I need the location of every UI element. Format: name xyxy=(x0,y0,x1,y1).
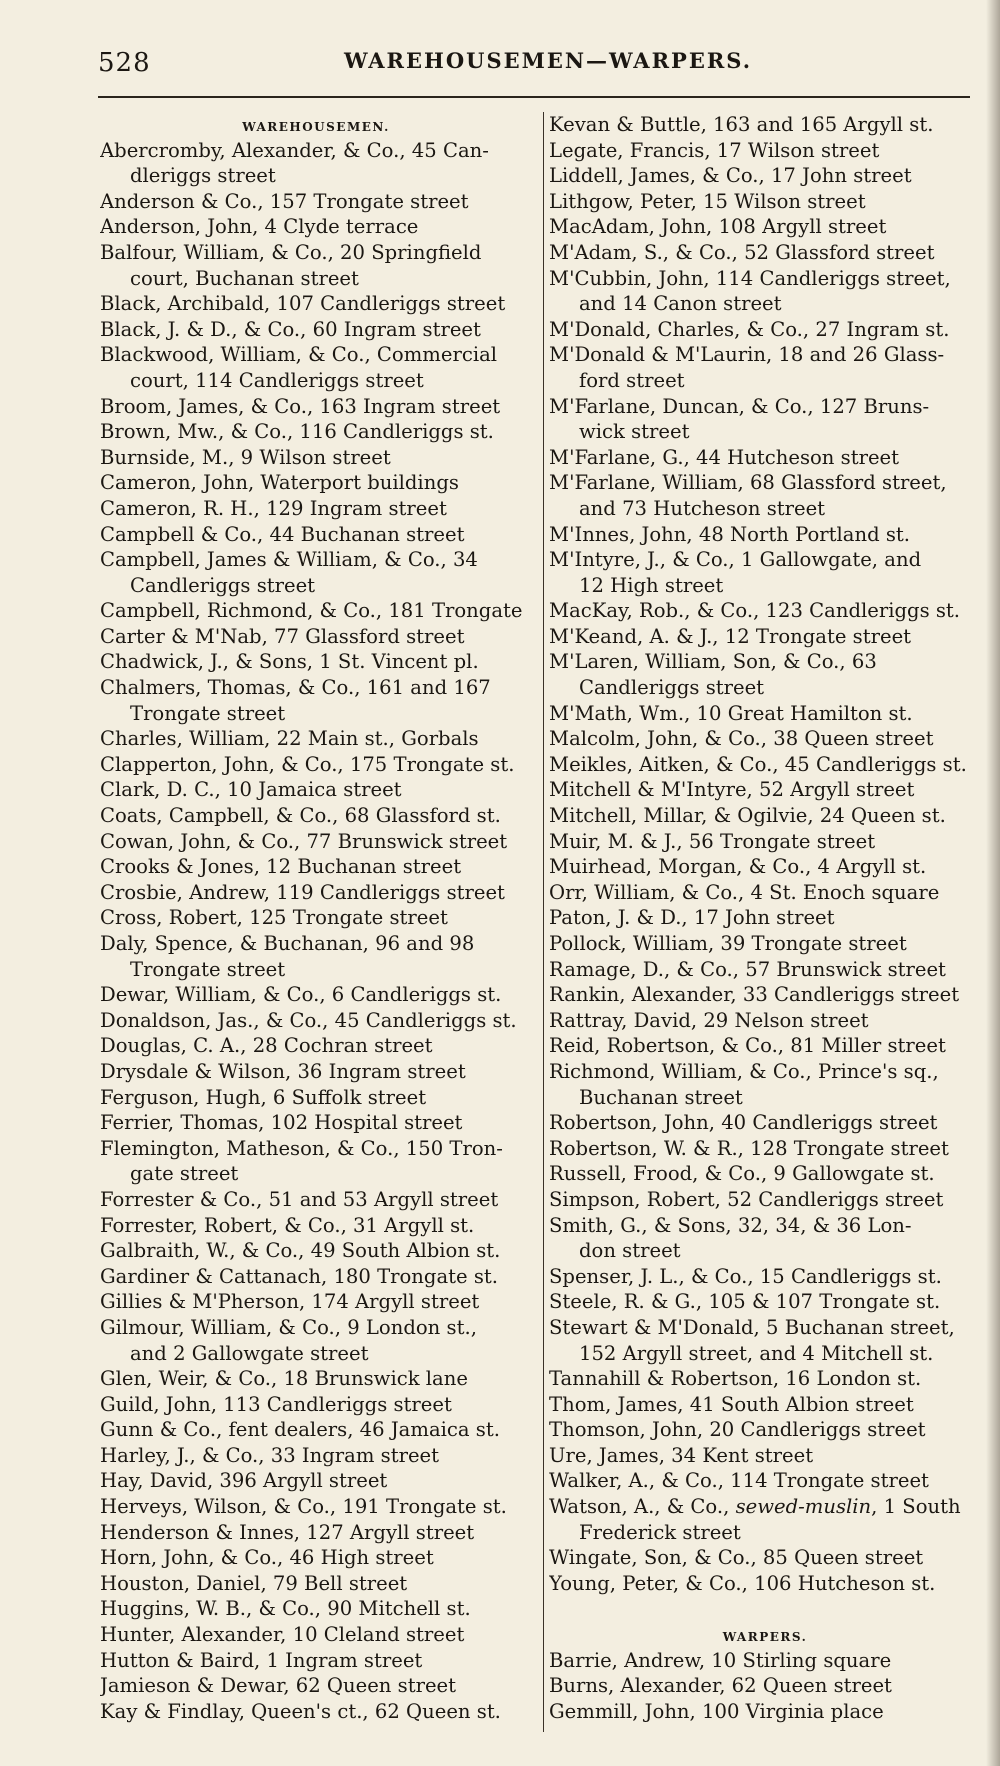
entry-line: Thomson, John, 20 Candleriggs street xyxy=(549,1418,926,1442)
entry-line: Watson, A., & Co., sewed-muslin, 1 South xyxy=(549,1495,961,1519)
directory-entry xyxy=(100,138,532,189)
directory-entry xyxy=(100,854,532,880)
directory-entry xyxy=(100,496,532,522)
entry-line: M'Cubbin, John, 114 Candleriggs street, xyxy=(549,266,951,290)
warpers-entries-list xyxy=(549,1648,981,1725)
entry-line: Anderson & Co., 157 Trongate street xyxy=(100,189,469,213)
directory-entry xyxy=(549,1648,981,1674)
page-number: 528 xyxy=(98,48,151,78)
directory-entry xyxy=(100,189,532,215)
directory-entry xyxy=(549,317,981,343)
directory-entry xyxy=(549,982,981,1008)
entry-line: M'Innes, John, 48 North Portland st. xyxy=(549,522,910,546)
entry-line: Huggins, W. B., & Co., 90 Mitchell st. xyxy=(100,1597,471,1621)
directory-entry xyxy=(100,1392,532,1418)
entry-line: Blackwood, William, & Co., Commercial xyxy=(100,343,498,367)
entry-line: Stewart & M'Donald, 5 Buchanan street, xyxy=(549,1315,955,1339)
directory-entry xyxy=(100,291,532,317)
directory-entry xyxy=(549,1494,981,1545)
entry-continuation-line: Trongate street xyxy=(130,701,286,725)
entry-line: Jamieson & Dewar, 62 Queen street xyxy=(100,1674,457,1698)
entry-line: Ferrier, Thomas, 102 Hospital street xyxy=(100,1111,463,1135)
entry-continuation-line: Buchanan street xyxy=(579,1085,743,1109)
entry-line: Russell, Frood, & Co., 9 Gallowgate st. xyxy=(549,1162,935,1186)
entry-line: Ferguson, Hugh, 6 Suffolk street xyxy=(100,1085,427,1109)
entry-line: Kevan & Buttle, 163 and 165 Argyll st. xyxy=(549,113,934,136)
directory-entry xyxy=(549,1059,981,1110)
entry-continuation-line: ford street xyxy=(579,368,685,392)
directory-entry xyxy=(549,1699,981,1725)
right-entries-list xyxy=(549,112,981,1596)
directory-entry xyxy=(549,1417,981,1443)
directory-entry xyxy=(549,112,981,138)
directory-entry xyxy=(549,777,981,803)
entry-line: Simpson, Robert, 52 Candleriggs street xyxy=(549,1187,944,1211)
directory-entry xyxy=(100,317,532,343)
directory-entry xyxy=(100,1417,532,1443)
entry-line: Gemmill, John, 100 Virginia place xyxy=(549,1699,884,1723)
directory-entry xyxy=(100,445,532,471)
entry-line: Daly, Spence, & Buchanan, 96 and 98 xyxy=(100,932,475,955)
directory-entry xyxy=(549,547,981,598)
entry-line: Douglas, C. A., 28 Cochran street xyxy=(100,1034,433,1058)
directory-entry xyxy=(100,675,532,726)
entry-line: Chadwick, J., & Sons, 1 St. Vincent pl. xyxy=(100,650,479,674)
directory-entry xyxy=(100,419,532,445)
directory-entry xyxy=(549,1571,981,1597)
directory-entry xyxy=(100,394,532,420)
entry-line: Anderson, John, 4 Clyde terrace xyxy=(100,215,419,239)
entry-line: Charles, William, 22 Main st., Gorbals xyxy=(100,727,479,751)
directory-entry xyxy=(100,1264,532,1290)
entry-line: Muirhead, Morgan, & Co., 4 Argyll st. xyxy=(549,855,927,879)
directory-entry xyxy=(100,1085,532,1111)
directory-entry xyxy=(100,1008,532,1034)
entry-line: Glen, Weir, & Co., 18 Brunswick lane xyxy=(100,1367,468,1391)
directory-entry xyxy=(549,598,981,624)
entry-line: Barrie, Andrew, 10 Stirling square xyxy=(549,1648,892,1672)
directory-entry xyxy=(549,1213,981,1264)
entry-line: M'Adam, S., & Co., 52 Glassford street xyxy=(549,240,935,264)
entry-line: Meikles, Aitken, & Co., 45 Candleriggs st. xyxy=(549,752,967,776)
entry-continuation-line: 152 Argyll street, and 4 Mitchell st. xyxy=(579,1341,934,1365)
directory-entry xyxy=(100,547,532,598)
directory-entry xyxy=(100,342,532,393)
entry-line: Robertson, John, 40 Candleriggs street xyxy=(549,1111,938,1135)
directory-entry xyxy=(100,752,532,778)
directory-entry xyxy=(549,905,981,931)
page-header xyxy=(98,42,978,82)
directory-entry xyxy=(549,470,981,521)
directory-entry xyxy=(549,138,981,164)
entry-line: M'Farlane, Duncan, & Co., 127 Bruns- xyxy=(549,394,930,418)
entry-line: Balfour, William, & Co., 20 Springfield xyxy=(100,240,482,264)
entry-line: Rankin, Alexander, 33 Candleriggs street xyxy=(549,983,960,1007)
entry-line: Burnside, M., 9 Wilson street xyxy=(100,445,391,469)
directory-entry xyxy=(100,1315,532,1366)
entry-line: Carter & M'Nab, 77 Glassford street xyxy=(100,624,465,648)
directory-entry xyxy=(549,649,981,700)
directory-entry xyxy=(100,777,532,803)
entry-line: M'Farlane, William, 68 Glassford street, xyxy=(549,471,947,495)
directory-entry xyxy=(549,957,981,983)
entry-continuation-line: don street xyxy=(579,1239,681,1263)
directory-entry xyxy=(549,240,981,266)
entry-line: Malcolm, John, & Co., 38 Queen street xyxy=(549,727,934,751)
entry-line: Hay, David, 396 Argyll street xyxy=(100,1469,388,1493)
entry-continuation-line: Candleriggs street xyxy=(579,676,765,700)
directory-entry xyxy=(100,1443,532,1469)
entry-line: Kay & Findlay, Queen's ct., 62 Queen st. xyxy=(100,1699,501,1723)
directory-entry xyxy=(549,1673,981,1699)
directory-entry xyxy=(100,1468,532,1494)
entry-line: M'Donald, Charles, & Co., 27 Ingram st. xyxy=(549,317,950,341)
entry-line: MacKay, Rob., & Co., 123 Candleriggs st. xyxy=(549,599,961,623)
entry-line: Smith, G., & Sons, 32, 34, & 36 Lon- xyxy=(549,1213,912,1237)
directory-entry xyxy=(549,1315,981,1366)
directory-entry xyxy=(100,880,532,906)
entry-line: Harley, J., & Co., 33 Ingram street xyxy=(100,1443,440,1467)
left-entries-list xyxy=(100,138,532,1725)
directory-entry xyxy=(100,1289,532,1315)
left-column xyxy=(100,112,532,1724)
directory-entry xyxy=(100,1648,532,1674)
directory-entry xyxy=(100,240,532,291)
entry-line: M'Donald & M'Laurin, 18 and 26 Glass- xyxy=(549,343,945,367)
directory-entry xyxy=(549,522,981,548)
directory-entry xyxy=(100,1366,532,1392)
entry-line: Brown, Mw., & Co., 116 Candleriggs st. xyxy=(100,420,494,444)
entry-line: Thom, James, 41 South Albion street xyxy=(549,1392,914,1416)
entry-line: Tannahill & Robertson, 16 London st. xyxy=(549,1367,922,1391)
section-heading-warehousemen: WAREHOUSEMEN. xyxy=(242,120,390,134)
entry-continuation-line: gate street xyxy=(130,1162,239,1186)
directory-entry xyxy=(549,1110,981,1136)
entry-line: Forrester & Co., 51 and 53 Argyll street xyxy=(100,1187,499,1211)
entry-line: Dewar, William, & Co., 6 Candleriggs st. xyxy=(100,983,502,1007)
running-head: WAREHOUSEMEN—WARPERS. xyxy=(344,48,753,73)
entry-line: Hunter, Alexander, 10 Cleland street xyxy=(100,1623,465,1647)
entry-line: Broom, James, & Co., 163 Ingram street xyxy=(100,394,501,418)
directory-entry xyxy=(100,1033,532,1059)
directory-entry xyxy=(549,1161,981,1187)
page-edge-shadow xyxy=(986,0,1000,1766)
right-column xyxy=(549,112,981,1724)
entry-line: Orr, William, & Co., 4 St. Enoch square xyxy=(549,880,940,904)
entry-line: Gillies & M'Pherson, 174 Argyll street xyxy=(100,1290,480,1314)
directory-entry xyxy=(549,342,981,393)
entry-line: Pollock, William, 39 Trongate street xyxy=(549,932,907,955)
entry-line: Horn, John, & Co., 46 High street xyxy=(100,1546,434,1570)
entry-continuation-line: court, 114 Candleriggs street xyxy=(130,368,424,392)
entry-line: Houston, Daniel, 79 Bell street xyxy=(100,1571,408,1595)
entry-line: Forrester, Robert, & Co., 31 Argyll st. xyxy=(100,1213,475,1237)
directory-entry xyxy=(100,1571,532,1597)
directory-entry xyxy=(549,931,981,957)
entry-continuation-line: court, Buchanan street xyxy=(130,266,359,290)
entry-continuation-line: 12 High street xyxy=(579,573,724,597)
directory-entry xyxy=(549,1136,981,1162)
entry-line: Cross, Robert, 125 Trongate street xyxy=(100,906,448,930)
entry-line: Rattray, David, 29 Nelson street xyxy=(549,1008,869,1032)
directory-entry xyxy=(549,624,981,650)
entry-continuation-line: and 73 Hutcheson street xyxy=(579,496,826,520)
entry-line: Clapperton, John, & Co., 175 Trongate st. xyxy=(100,752,515,776)
entry-line: Black, J. & D., & Co., 60 Ingram street xyxy=(100,317,481,341)
directory-entry xyxy=(100,829,532,855)
entry-line: Guild, John, 113 Candleriggs street xyxy=(100,1392,452,1416)
directory-entry xyxy=(100,1596,532,1622)
directory-entry xyxy=(549,394,981,445)
entry-line: Campbell, James & William, & Co., 34 xyxy=(100,548,478,572)
header-rule xyxy=(98,96,970,98)
entry-line: M'Math, Wm., 10 Great Hamilton st. xyxy=(549,701,913,725)
directory-entry xyxy=(549,1468,981,1494)
directory-entry xyxy=(100,1494,532,1520)
entry-line: M'Laren, William, Son, & Co., 63 xyxy=(549,650,877,674)
directory-entry xyxy=(549,163,981,189)
directory-entry xyxy=(100,1545,532,1571)
entry-line: MacAdam, John, 108 Argyll street xyxy=(549,215,887,239)
directory-entry xyxy=(100,803,532,829)
entry-line: Robertson, W. & R., 128 Trongate street xyxy=(549,1136,949,1160)
entry-line: Spenser, J. L., & Co., 15 Candleriggs st. xyxy=(549,1264,942,1288)
entry-line: Herveys, Wilson, & Co., 191 Trongate st. xyxy=(100,1495,507,1519)
entry-line: M'Keand, A. & J., 12 Trongate street xyxy=(549,624,912,648)
entry-line: Campbell & Co., 44 Buchanan street xyxy=(100,522,465,546)
entry-line: Wingate, Son, & Co., 85 Queen street xyxy=(549,1546,924,1570)
entry-line: Crosbie, Andrew, 119 Candleriggs street xyxy=(100,880,505,904)
entry-line: Mitchell, Millar, & Ogilvie, 24 Queen st. xyxy=(549,804,946,828)
entry-line: Ramage, D., & Co., 57 Brunswick street xyxy=(549,957,946,981)
directory-entry xyxy=(100,982,532,1008)
entry-line: Campbell, Richmond, & Co., 181 Trongate xyxy=(100,599,523,623)
directory-entry xyxy=(100,1238,532,1264)
directory-entry xyxy=(100,905,532,931)
column-divider xyxy=(543,112,544,1732)
entry-line: Gunn & Co., fent dealers, 46 Jamaica st. xyxy=(100,1418,500,1442)
section-heading-warpers: WARPERS. xyxy=(722,1630,808,1645)
directory-entry xyxy=(100,624,532,650)
entry-line: Flemington, Matheson, & Co., 150 Tron- xyxy=(100,1136,503,1160)
entry-line: Paton, J. & D., 17 John street xyxy=(549,906,835,930)
entry-line: Steele, R. & G., 105 & 107 Trongate st. xyxy=(549,1290,941,1314)
directory-entry xyxy=(549,726,981,752)
entry-line: Legate, Francis, 17 Wilson street xyxy=(549,138,880,162)
entry-continuation-line: Frederick street xyxy=(579,1520,741,1544)
directory-entry xyxy=(549,803,981,829)
directory-entry xyxy=(549,829,981,855)
entry-line: Ure, James, 34 Kent street xyxy=(549,1443,814,1467)
directory-entry xyxy=(100,649,532,675)
directory-entry xyxy=(549,1264,981,1290)
entry-line: Abercromby, Alexander, & Co., 45 Can- xyxy=(100,138,489,162)
entry-line: Reid, Robertson, & Co., 81 Miller street xyxy=(549,1034,946,1058)
entry-line: Cameron, John, Waterport buildings xyxy=(100,471,459,495)
entry-line: Burns, Alexander, 62 Queen street xyxy=(549,1674,892,1698)
entry-line: Cowan, John, & Co., 77 Brunswick street xyxy=(100,829,508,853)
entry-line: Galbraith, W., & Co., 49 South Albion st. xyxy=(100,1239,501,1263)
entry-line: Coats, Campbell, & Co., 68 Glassford st. xyxy=(100,804,501,828)
entry-line: Richmond, William, & Co., Prince's sq., xyxy=(549,1059,939,1083)
directory-entry xyxy=(549,1008,981,1034)
directory-entry xyxy=(100,726,532,752)
entry-line: Muir, M. & J., 56 Trongate street xyxy=(549,829,876,853)
directory-entry xyxy=(100,1520,532,1546)
directory-entry xyxy=(549,1366,981,1392)
directory-entry xyxy=(100,214,532,240)
entry-continuation-line: and 14 Canon street xyxy=(579,292,782,316)
entry-continuation-line: dleriggs street xyxy=(130,164,276,188)
entry-continuation-line: Trongate street xyxy=(130,957,286,981)
directory-entry xyxy=(549,214,981,240)
entry-line: Henderson & Innes, 127 Argyll street xyxy=(100,1520,475,1544)
entry-line: Drysdale & Wilson, 36 Ingram street xyxy=(100,1059,466,1083)
directory-entry xyxy=(549,1289,981,1315)
directory-entry xyxy=(549,701,981,727)
entry-line: Gilmour, William, & Co., 9 London st., xyxy=(100,1315,477,1339)
directory-entry xyxy=(549,752,981,778)
entry-line: M'Farlane, G., 44 Hutcheson street xyxy=(549,445,900,469)
entry-continuation-line: wick street xyxy=(579,420,690,444)
directory-entry xyxy=(100,1059,532,1085)
directory-entry xyxy=(549,1443,981,1469)
directory-entry xyxy=(549,266,981,317)
directory-entry xyxy=(100,1622,532,1648)
entry-line: Black, Archibald, 107 Candleriggs street xyxy=(100,292,506,316)
entry-line: Walker, A., & Co., 114 Trongate street xyxy=(549,1469,929,1493)
entry-continuation-line: and 2 Gallowgate street xyxy=(130,1341,369,1365)
entry-line: M'Intyre, J., & Co., 1 Gallowgate, and xyxy=(549,548,922,572)
entry-line: Mitchell & M'Intyre, 52 Argyll street xyxy=(549,778,915,802)
directory-entry xyxy=(549,854,981,880)
directory-entry xyxy=(100,1699,532,1725)
directory-entry xyxy=(549,880,981,906)
entry-line: Young, Peter, & Co., 106 Hutcheson st. xyxy=(549,1571,936,1595)
directory-entry xyxy=(100,522,532,548)
directory-entry xyxy=(100,931,532,982)
directory-entry xyxy=(549,189,981,215)
trade-description: sewed-muslin xyxy=(735,1495,872,1519)
section-spacer xyxy=(549,1596,981,1622)
directory-entry xyxy=(549,1392,981,1418)
directory-entry xyxy=(100,1673,532,1699)
directory-entry xyxy=(100,598,532,624)
entry-line: Hutton & Baird, 1 Ingram street xyxy=(100,1648,423,1672)
entry-continuation-line: Candleriggs street xyxy=(130,573,316,597)
directory-entry xyxy=(100,470,532,496)
directory-entry xyxy=(100,1110,532,1136)
entry-line: Clark, D. C., 10 Jamaica street xyxy=(100,778,402,802)
entry-line: Chalmers, Thomas, & Co., 161 and 167 xyxy=(100,676,491,700)
entry-line: Crooks & Jones, 12 Buchanan street xyxy=(100,855,462,879)
entry-line: Liddell, James, & Co., 17 John street xyxy=(549,164,912,188)
directory-entry xyxy=(549,1187,981,1213)
entry-line: Donaldson, Jas., & Co., 45 Candleriggs st. xyxy=(100,1008,517,1032)
directory-entry xyxy=(100,1136,532,1187)
directory-entry xyxy=(549,1033,981,1059)
directory-entry xyxy=(549,1545,981,1571)
entry-line: Lithgow, Peter, 15 Wilson street xyxy=(549,189,866,213)
directory-entry xyxy=(100,1187,532,1213)
directory-entry xyxy=(549,445,981,471)
directory-entry xyxy=(100,1213,532,1239)
entry-line: Gardiner & Cattanach, 180 Trongate st. xyxy=(100,1264,498,1288)
entry-line: Cameron, R. H., 129 Ingram street xyxy=(100,496,447,520)
